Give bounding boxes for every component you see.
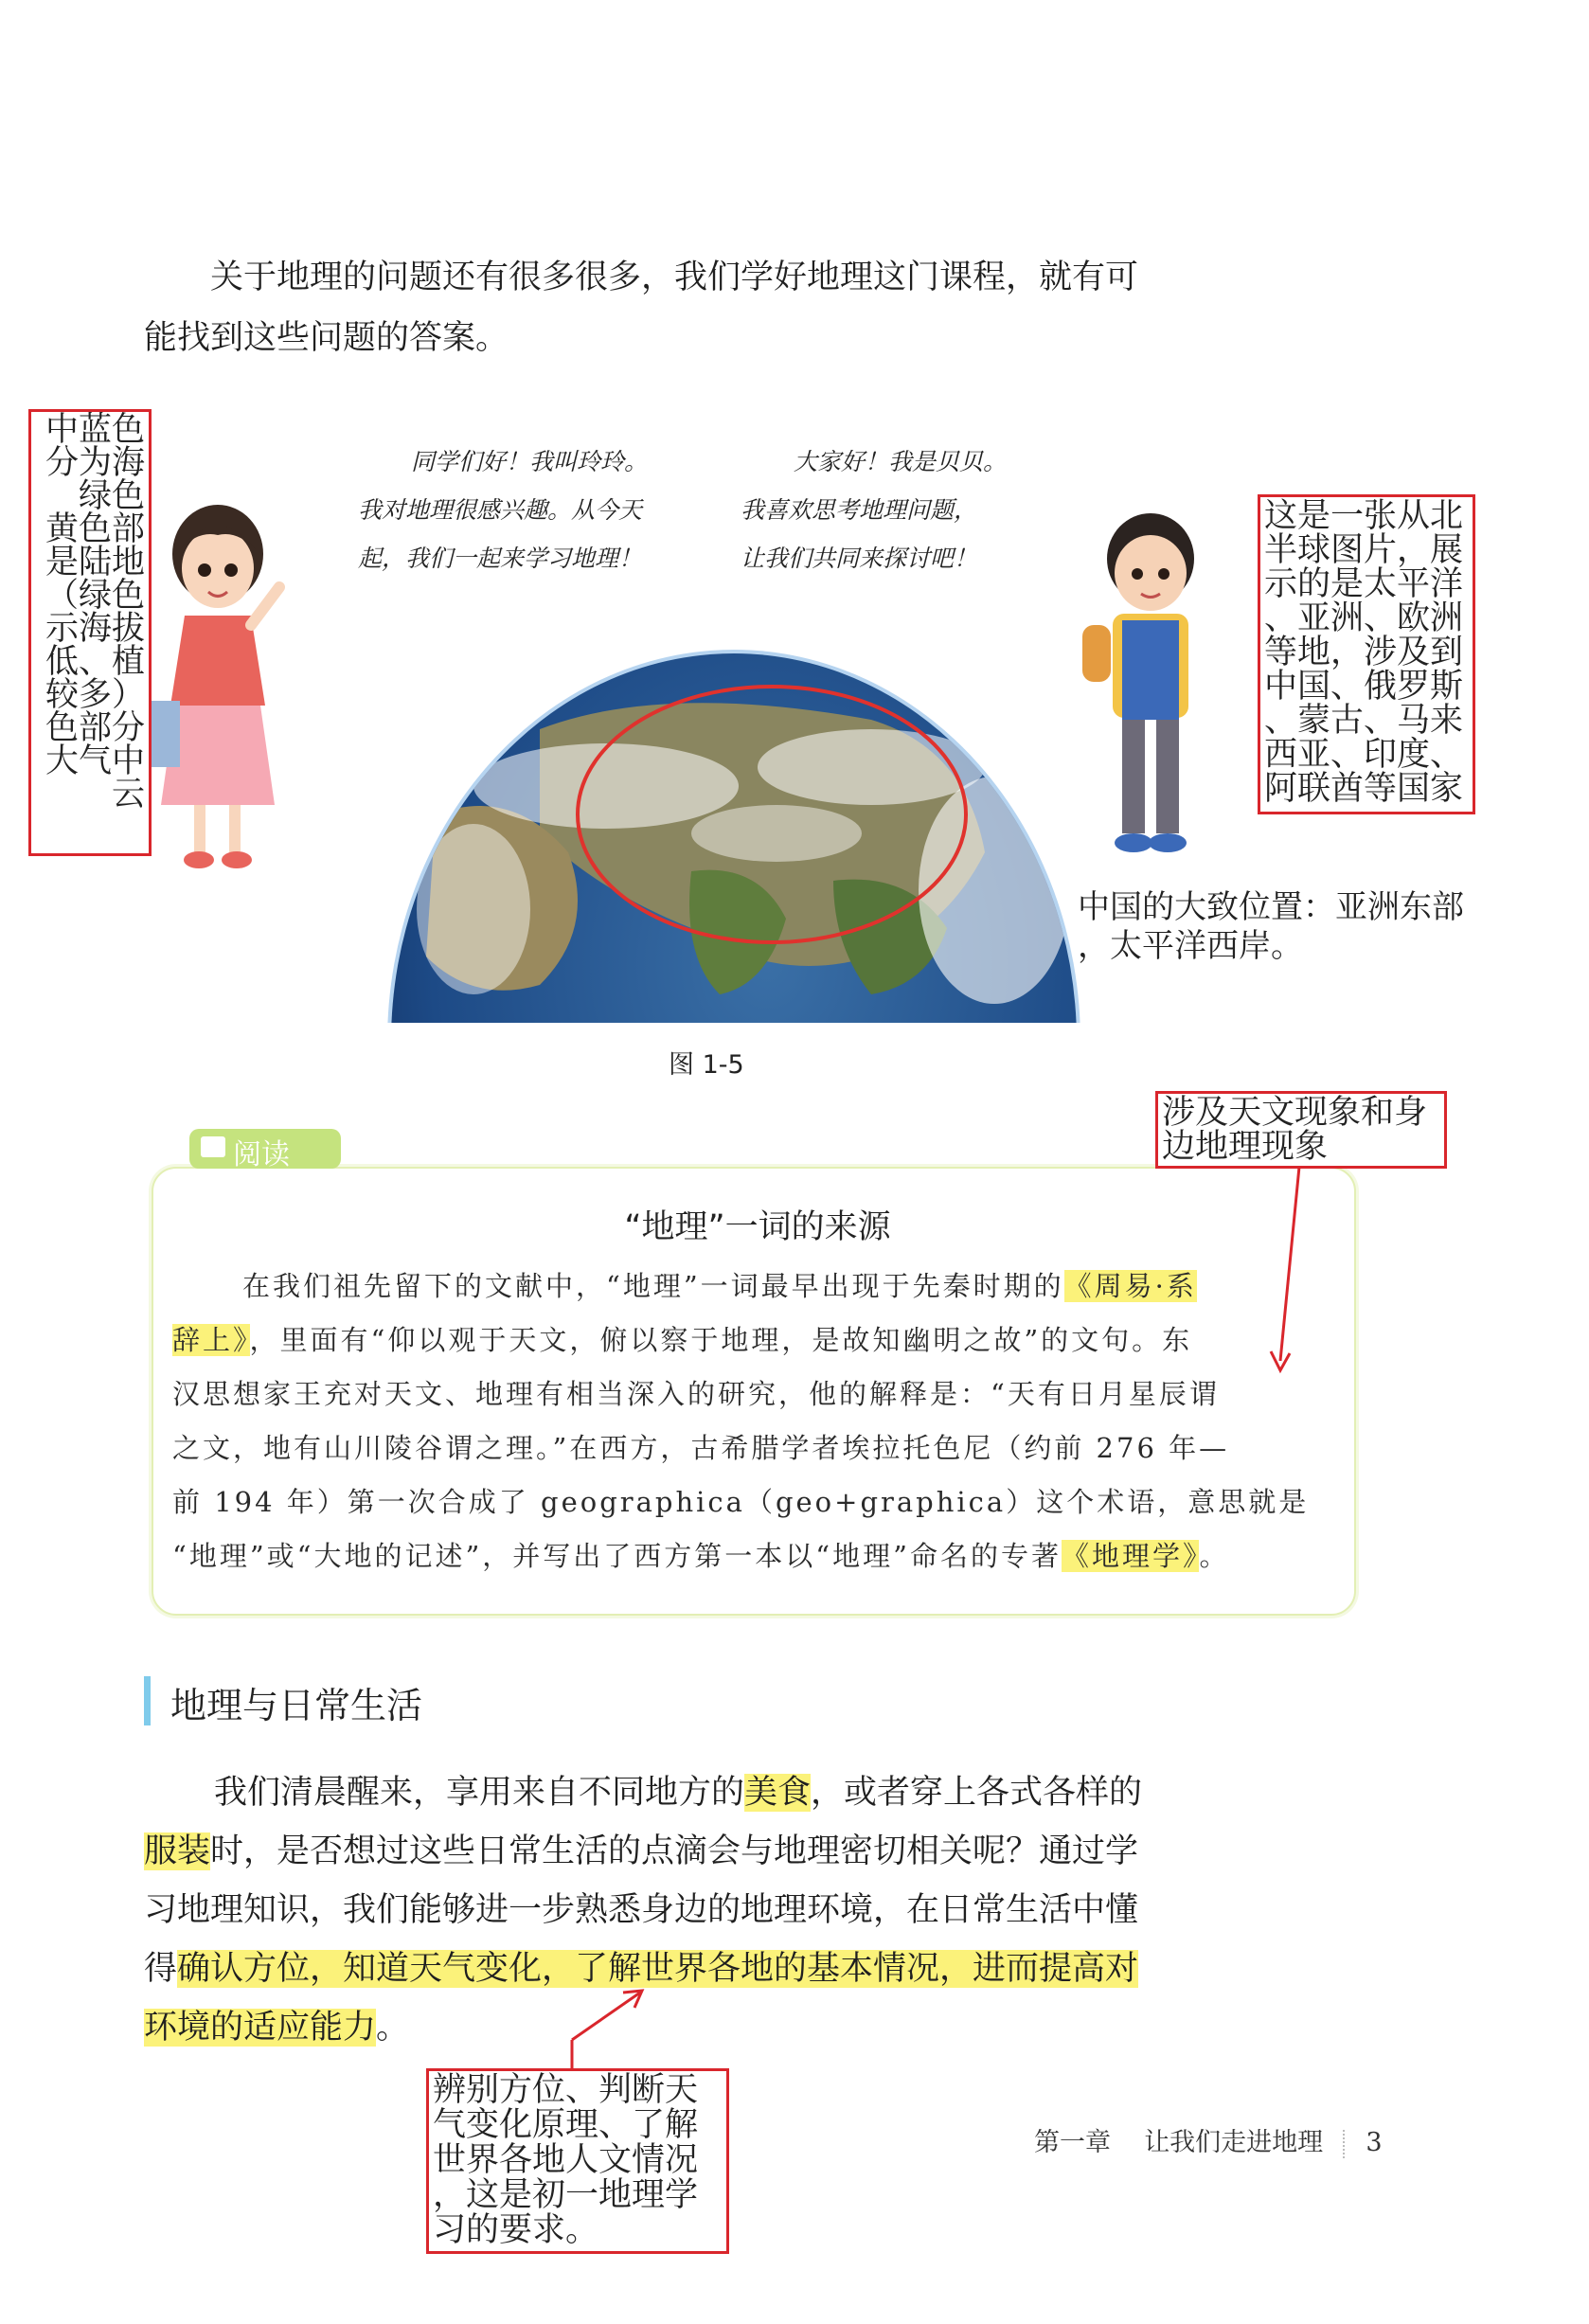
daily-highlight-goals: 确认方位，知道天气变化，了解世界各地的基本情况，进而提高对 xyxy=(177,1950,1139,1988)
note-bottom-line: 气变化原理、了解 xyxy=(433,2106,699,2144)
reading-title: “地理”一词的来源 xyxy=(624,1208,891,1246)
footer-divider xyxy=(1343,2130,1347,2158)
reading-line-1-text: 在我们祖先留下的文献中，“地理”一词最早出现于先秦时期的 xyxy=(242,1270,1064,1302)
note-bottom-line: 世界各地人文情况 xyxy=(433,2141,699,2179)
daily-highlight-clothing: 服装 xyxy=(144,1832,211,1870)
page-footer xyxy=(1034,2121,1383,2158)
annotation-left-earth-colors xyxy=(28,409,152,856)
note-right-line: 半球图片，展 xyxy=(1264,531,1464,569)
reading-line-3: 汉思想家王充对天文、地理有相当深入的研究，他的解释是：“天有日月星辰谓 xyxy=(172,1378,1220,1410)
note-right-line: 中国、俄罗斯 xyxy=(1264,668,1464,706)
speech-boy xyxy=(741,438,1007,582)
daily-line-5-end: 。 xyxy=(376,2009,410,2047)
daily-highlight-food: 美食 xyxy=(744,1774,812,1812)
daily-line-3: 习地理知识，我们能够进一步熟悉身边的地理环境，在日常生活中懂 xyxy=(144,1891,1139,1929)
reading-line-6-end: 。 xyxy=(1199,1540,1230,1572)
daily-highlight-adapt: 环境的适应能力 xyxy=(144,2009,377,2047)
note-right-line: 西亚、印度、 xyxy=(1264,736,1464,774)
earth-globe-image xyxy=(379,644,1089,1023)
note-right-line: 、亚洲、欧洲 xyxy=(1264,599,1464,637)
reading-tab xyxy=(189,1129,341,1169)
note-left-line: 分为海 xyxy=(45,444,145,482)
annotation-astronomy xyxy=(1155,1091,1447,1169)
intro-line-2: 能找到这些问题的答案。 xyxy=(144,319,509,357)
speech-girl xyxy=(358,438,648,582)
daily-line-2 xyxy=(144,1822,1366,1881)
note-left-line: 黄色部 xyxy=(45,510,145,548)
daily-line-4-text: 得 xyxy=(144,1950,178,1988)
annotation-arrow-bottom xyxy=(564,1985,650,2070)
annotation-bottom-requirements xyxy=(426,2068,729,2254)
daily-line-2-text: 时，是否想过这些日常生活的点滴会与地理密切相关呢？通过学 xyxy=(210,1832,1139,1870)
note-bottom-line: 辨别方位、判断天 xyxy=(433,2071,699,2109)
note-right-line: 、蒙古、马来 xyxy=(1264,702,1464,740)
book-icon xyxy=(201,1136,225,1157)
reading-line-2 xyxy=(172,1314,1339,1368)
note-right-line: 阿联酋等国家 xyxy=(1264,770,1464,808)
reading-text xyxy=(172,1260,1339,1583)
note-left-line: 是陆地 xyxy=(45,544,145,581)
daily-line-1-text: 我们清晨醒来，享用来自不同地方的 xyxy=(214,1774,745,1812)
note-astronomy-line: 涉及天文现象和身 xyxy=(1162,1094,1428,1132)
reading-line-1 xyxy=(172,1260,1339,1314)
note-left-line: 中蓝色 xyxy=(45,411,145,449)
note-left-line: 较多） xyxy=(45,676,145,714)
china-note-line-2: ，太平洋西岸。 xyxy=(1078,927,1303,965)
note-left-line: 色部分 xyxy=(45,709,145,747)
note-bottom-line: 习的要求。 xyxy=(433,2211,599,2249)
china-location-note xyxy=(1078,888,1464,966)
speech-boy-line-2: 我喜欢思考地理问题， xyxy=(741,496,978,524)
reading-tab-label: 阅读 xyxy=(233,1138,290,1171)
daily-line-1-text-b: ，或者穿上各式各样的 xyxy=(811,1774,1143,1812)
reading-highlight-dilixue: 《地理学》 xyxy=(1061,1540,1200,1572)
speech-boy-line-3: 让我们共同来探讨吧！ xyxy=(741,545,978,572)
reading-highlight-zhouyi: 《周易·系 xyxy=(1063,1270,1197,1302)
page-number: 3 xyxy=(1366,2128,1383,2157)
section-title-bar xyxy=(144,1676,151,1725)
speech-boy-line-1: 大家好！我是贝贝。 xyxy=(794,448,1008,475)
daily-line-5 xyxy=(144,1998,1366,2057)
daily-life-paragraph xyxy=(144,1763,1366,2057)
note-right-line: 等地，涉及到 xyxy=(1264,634,1464,671)
reading-highlight-cishang: 辞上》 xyxy=(172,1324,250,1356)
annotation-right-globe-desc xyxy=(1258,494,1475,814)
reading-line-5: 前 194 年）第一次合成了 geographica（geo+graphica）这个术语，意思就是 xyxy=(172,1486,1310,1518)
reading-line-6-text: “地理”或“大地的记述”，并写出了西方第一本以“地理”命名的专著 xyxy=(172,1540,1062,1572)
speech-girl-line-2: 我对地理很感兴趣。从今天 xyxy=(358,496,643,524)
note-right-line: 这是一张从北 xyxy=(1264,497,1464,535)
note-left-line: （绿色 xyxy=(45,577,145,615)
reading-line-2-text: ，里面有“仰以观于天文，俯以察于地理，是故知幽明之故”的文句。东 xyxy=(249,1324,1193,1356)
daily-line-1 xyxy=(144,1763,1366,1822)
note-left-line: 大气中 xyxy=(45,742,145,780)
note-left-line: 低、植 xyxy=(45,643,145,681)
note-left-line: 绿色 xyxy=(78,477,145,515)
reading-line-4: 之文，地有山川陵谷谓之理。”在西方，古希腊学者埃拉托色尼（约前 276 年— xyxy=(172,1432,1230,1464)
footer-chapter: 第一章 xyxy=(1034,2128,1111,2157)
note-right-line: 示的是太平洋 xyxy=(1264,565,1464,603)
boy-character-illustration xyxy=(1065,502,1236,871)
footer-chapter-title: 让我们走进地理 xyxy=(1144,2128,1324,2157)
intro-line-1: 关于地理的问题还有很多很多，我们学好地理这门课程，就有可 xyxy=(210,259,1139,296)
note-bottom-line: ，这是初一地理学 xyxy=(433,2176,699,2214)
reading-line-6 xyxy=(172,1529,1339,1583)
figure-caption: 图 1-5 xyxy=(669,1050,744,1080)
girl-character-illustration xyxy=(152,502,294,881)
note-left-line: 云 xyxy=(111,776,145,813)
speech-girl-line-1: 同学们好！我叫玲玲。 xyxy=(411,448,649,475)
section-title: 地理与日常生活 xyxy=(170,1685,423,1726)
speech-girl-line-3: 起，我们一起来学习地理！ xyxy=(358,545,643,572)
china-note-line-1: 中国的大致位置：亚洲东部 xyxy=(1078,888,1464,926)
daily-line-4 xyxy=(144,1940,1366,1998)
note-astronomy-line: 边地理现象 xyxy=(1162,1128,1329,1166)
note-left-line: 示海拔 xyxy=(45,610,145,648)
